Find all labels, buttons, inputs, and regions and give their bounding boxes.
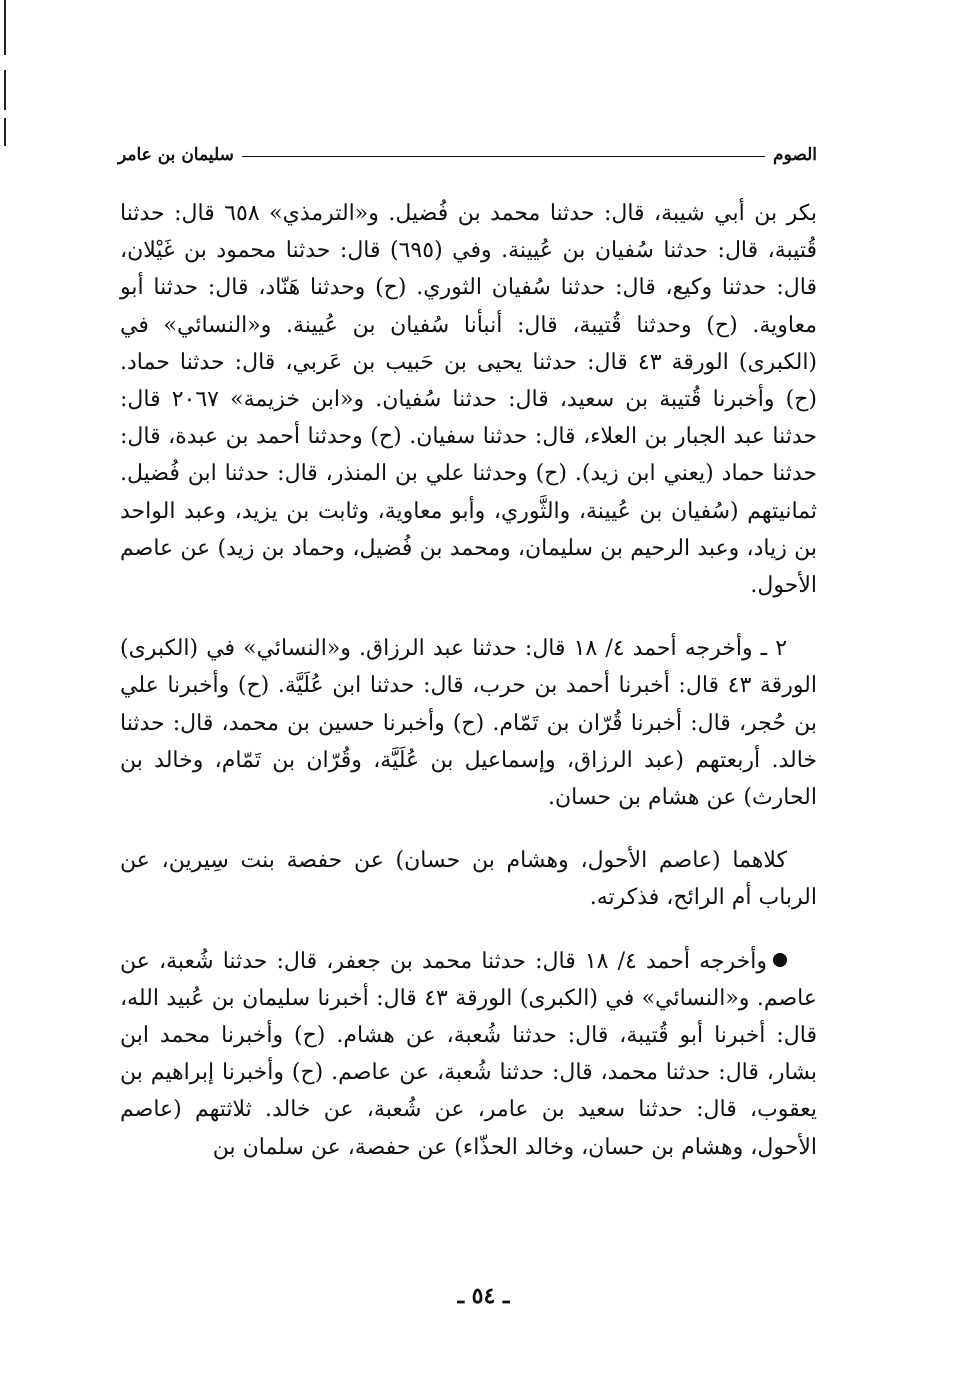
bullet-icon bbox=[773, 953, 787, 967]
header-rule bbox=[242, 156, 765, 157]
paragraph-2-text: ٢ ـ وأخرجه أحمد ٤/ ١٨ قال: حدثنا عبد الرزاق. و«النسائي» في (الكبرى) الورقة ٤٣ قال: أخبرنا أحمد بن حرب، قال: حدثنا ابن عُلَيَّة. (ح) وأخبرنا علي بن حُجر، قال: أخبرنا قُرّان بن تَمّام. (ح) وأخبرنا حسين بن محمد، قال: حدثنا خالد. أربعتهم (عبد الرزاق، وإسماعيل بن عُلَيَّة، وقُرّان بن تَمّام، وخالد بن الحارث) عن هشام بن حسان. bbox=[120, 636, 818, 811]
paragraph-3 bbox=[120, 842, 817, 916]
paragraph-4 bbox=[120, 943, 817, 1166]
page-number: ـ ٥٤ ـ bbox=[457, 1283, 510, 1309]
margin-marks bbox=[4, 0, 8, 150]
paragraph-1 bbox=[120, 195, 817, 604]
paragraph-1-text: بكر بن أبي شيبة، قال: حدثنا محمد بن فُضيل. و«الترمذي» ٦٥٨ قال: حدثنا قُتيبة، قال: حدثنا سُفيان بن عُيينة. وفي (٦٩٥) قال: حدثنا محمود بن غَيْلان، قال: حدثنا وكيع، قال: حدثنا سُفيان الثوري. (ح) وحدثنا هَنّاد، قال: حدثنا أبو معاوية. (ح) وحدثنا قُتيبة، قال: أنبأنا سُفيان بن عُيينة. و«النسائي» في (الكبرى) الورقة ٤٣ قال: حدثنا يحيى بن حَبيب بن عَربي، قال: حدثنا حماد. (ح) وأخبرنا قُتيبة بن سعيد، قال: حدثنا سُفيان. و«ابن خزيمة» ٢٠٦٧ قال: حدثنا عبد الجبار بن العلاء، قال: حدثنا سفيان. (ح) وحدثنا أحمد بن عبدة، قال: حدثنا حماد (يعني ابن زيد). (ح) وحدثنا علي بن المنذر، قال: حدثنا ابن فُضيل. ثمانيتهم (سُفيان بن عُيينة، والثَّوري، وأبو معاوية، وثابت بن يزيد، وعبد الواحد بن زياد، وعبد الرحيم بن سليمان، ومحمد بن فُضيل، وحماد بن زيد) عن عاصم الأحول. bbox=[120, 201, 818, 599]
page-body bbox=[120, 195, 817, 1192]
running-header bbox=[118, 140, 817, 170]
margin-mark-middle bbox=[4, 70, 6, 110]
paragraph-4-text: وأخرجه أحمد ٤/ ١٨ قال: حدثنا محمد بن جعفر، قال: حدثنا شُعبة، عن عاصم. و«النسائي» في (الكبرى) الورقة ٤٣ قال: أخبرنا سليمان بن عُبيد الله، قال: أخبرنا أبو قُتيبة، قال: حدثنا شُعبة، عن هشام. (ح) وأخبرنا محمد ابن بشار، قال: حدثنا محمد، قال: حدثنا شُعبة، عن عاصم. (ح) وأخبرنا إبراهيم بن يعقوب، قال: حدثنا سعيد بن عامر، عن شُعبة، عن خالد. ثلاثتهم (عاصم الأحول، وهشام بن حسان، وخالد الحذّاء) عن حفصة، عن سلمان بن bbox=[120, 948, 818, 1160]
margin-mark-bottom bbox=[4, 118, 6, 146]
section-title: الصوم bbox=[773, 145, 817, 165]
paragraph-2 bbox=[120, 630, 817, 816]
narrator-name: سليمان بن عامر bbox=[118, 145, 234, 165]
margin-mark-top bbox=[4, 0, 6, 55]
paragraph-3-text: كلاهما (عاصم الأحول، وهشام بن حسان) عن حفصة بنت سِيرين، عن الرباب أم الرائح، فذكرته. bbox=[120, 848, 817, 911]
